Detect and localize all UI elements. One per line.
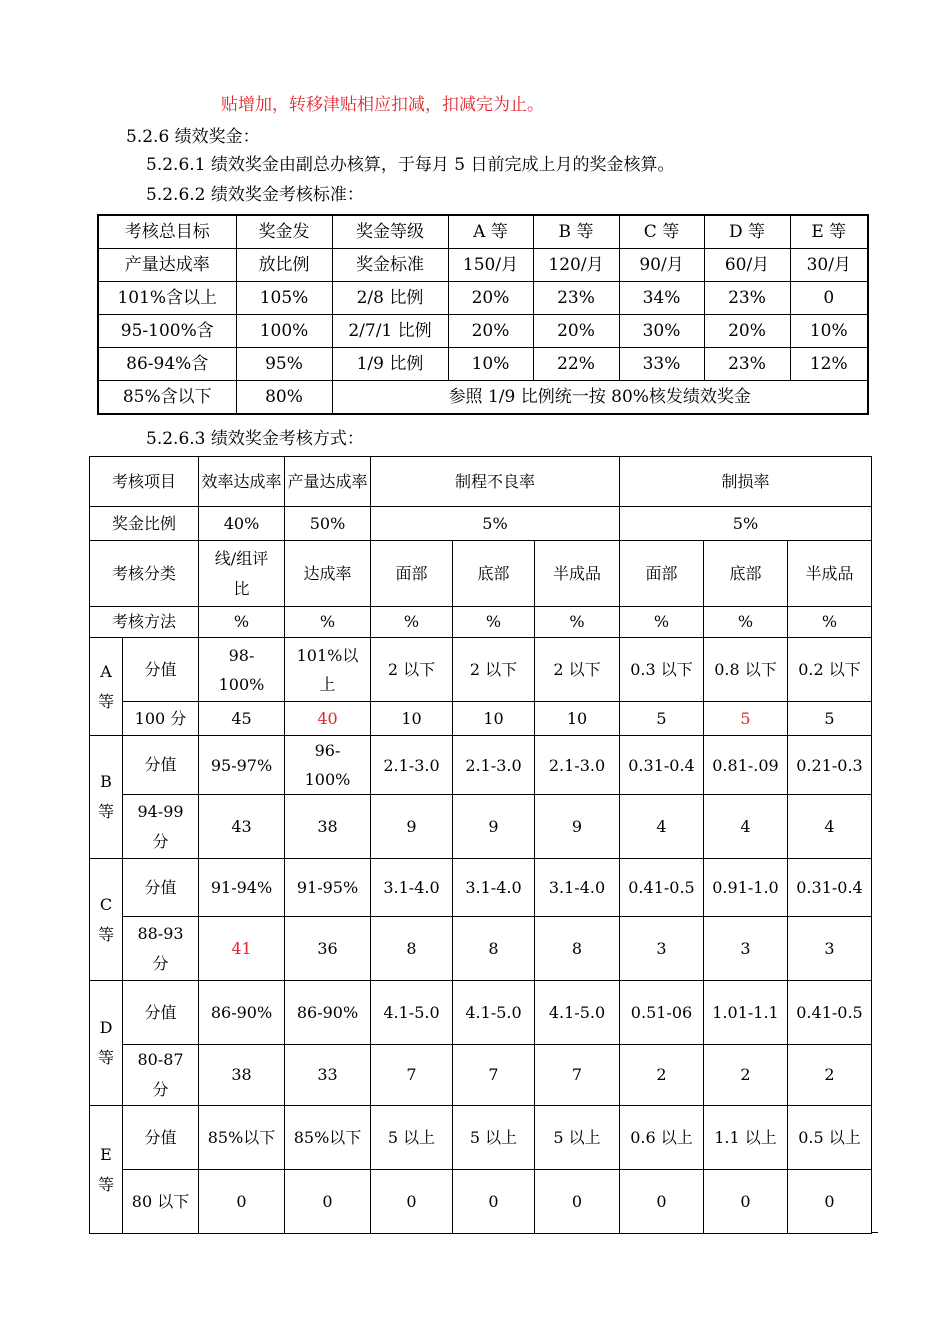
grade-d: D 等	[704, 215, 790, 249]
table-row	[90, 638, 872, 702]
table-row	[90, 981, 872, 1045]
range-val: 2.1-3.0	[371, 736, 453, 795]
score-val: 5	[788, 702, 872, 736]
section-5-2-6-3: 5.2.6.3 绩效奖金考核方式：	[146, 429, 364, 449]
category-eff: 线/组评比	[199, 541, 285, 607]
score-val: 4	[620, 795, 704, 859]
row-val: 23%	[704, 348, 790, 381]
range-label: 分值	[123, 1106, 199, 1170]
method-val: %	[199, 607, 285, 638]
range-val: 98-100%	[199, 638, 285, 702]
range-val: 0.3 以下	[620, 638, 704, 702]
row-val: 20%	[448, 315, 533, 348]
score-val: 33	[285, 1045, 371, 1106]
section-5-2-6-1: 5.2.6.1 绩效奖金由副总办核算，于每月 5 日前完成上月的奖金核算。	[146, 155, 675, 175]
category-part: 面部	[620, 541, 704, 607]
bonus-standard-table	[97, 214, 869, 415]
range-val: 4.1-5.0	[371, 981, 453, 1045]
table-row	[90, 457, 872, 507]
score-val: 9	[453, 795, 535, 859]
score-val: 8	[535, 917, 620, 981]
standard-a: 150/月	[448, 249, 533, 282]
score-val: 3	[620, 917, 704, 981]
score-val: 38	[285, 795, 371, 859]
row-ratio: 100%	[236, 315, 332, 348]
method-val: %	[704, 607, 788, 638]
method-val: %	[788, 607, 872, 638]
bonus-method-table	[89, 456, 872, 1234]
header-output: 产量达成率	[285, 457, 371, 507]
row-val: 20%	[704, 315, 790, 348]
row-split: 2/8 比例	[332, 282, 448, 315]
category-part: 底部	[704, 541, 788, 607]
score-val: 2	[788, 1045, 872, 1106]
range-label: 分值	[123, 981, 199, 1045]
range-val: 2.1-3.0	[535, 736, 620, 795]
range-val: 0.81-.09	[704, 736, 788, 795]
section-5-2-6-2: 5.2.6.2 绩效奖金考核标准：	[146, 185, 364, 205]
category-output: 达成率	[285, 541, 371, 607]
standard-e: 30/月	[790, 249, 868, 282]
grade-b: B 等	[533, 215, 619, 249]
range-label: 分值	[123, 859, 199, 917]
score-val: 3	[788, 917, 872, 981]
grade-label: D 等	[90, 981, 123, 1106]
grade-a: A 等	[448, 215, 533, 249]
score-val: 0	[535, 1170, 620, 1234]
range-val: 2 以下	[535, 638, 620, 702]
score-val: 9	[535, 795, 620, 859]
score-val: 38	[199, 1045, 285, 1106]
row-val: 0	[790, 282, 868, 315]
score-label: 94-99 分	[123, 795, 199, 859]
score-val: 8	[371, 917, 453, 981]
row-val: 10%	[448, 348, 533, 381]
range-val: 0.21-0.3	[788, 736, 872, 795]
table-row	[90, 736, 872, 795]
row-split: 2/7/1 比例	[332, 315, 448, 348]
table-row	[90, 507, 872, 541]
row-val: 30%	[619, 315, 704, 348]
bonus-loss: 5%	[620, 507, 872, 541]
score-val: 8	[453, 917, 535, 981]
range-val: 0.8 以下	[704, 638, 788, 702]
score-val: 2	[620, 1045, 704, 1106]
section-heading-5-2-6: 5.2.6 绩效奖金：	[126, 127, 260, 147]
row-val: 23%	[704, 282, 790, 315]
row-val: 34%	[619, 282, 704, 315]
range-val: 91-94%	[199, 859, 285, 917]
table-row	[90, 1106, 872, 1170]
row-note: 参照 1/9 比例统一按 80%核发绩效奖金	[332, 381, 868, 415]
score-val: 41	[199, 917, 285, 981]
table-row	[90, 702, 872, 736]
range-val: 5 以上	[535, 1106, 620, 1170]
score-val: 10	[535, 702, 620, 736]
score-val: 0	[788, 1170, 872, 1234]
score-val: 3	[704, 917, 788, 981]
score-val: 0	[704, 1170, 788, 1234]
grade-label: B 等	[90, 736, 123, 859]
page-edge-mark	[872, 1232, 878, 1233]
row-split: 1/9 比例	[332, 348, 448, 381]
score-val: 0	[285, 1170, 371, 1234]
score-val: 45	[199, 702, 285, 736]
method-val: %	[620, 607, 704, 638]
table-row	[90, 1045, 872, 1106]
table-row	[90, 541, 872, 607]
range-val: 1.1 以上	[704, 1106, 788, 1170]
table-row	[90, 607, 872, 638]
range-val: 3.1-4.0	[371, 859, 453, 917]
range-val: 5 以上	[371, 1106, 453, 1170]
bonus-output: 50%	[285, 507, 371, 541]
range-val: 96-100%	[285, 736, 371, 795]
header-target-2: 产量达成率	[98, 249, 236, 282]
range-val: 0.31-0.4	[620, 736, 704, 795]
method-val: %	[371, 607, 453, 638]
grade-c: C 等	[619, 215, 704, 249]
score-val: 7	[453, 1045, 535, 1106]
table-row	[98, 348, 868, 381]
range-val: 91-95%	[285, 859, 371, 917]
table-row	[98, 381, 868, 415]
grade-label: E 等	[90, 1106, 123, 1234]
range-val: 1.01-1.1	[704, 981, 788, 1045]
score-val: 10	[453, 702, 535, 736]
row-target: 95-100%含	[98, 315, 236, 348]
grade-e: E 等	[790, 215, 868, 249]
range-val: 0.5 以上	[788, 1106, 872, 1170]
bonus-defect: 5%	[371, 507, 620, 541]
score-val: 7	[371, 1045, 453, 1106]
grade-label: C 等	[90, 859, 123, 981]
score-val: 9	[371, 795, 453, 859]
score-val: 43	[199, 795, 285, 859]
method-val: %	[453, 607, 535, 638]
row-target: 85%含以下	[98, 381, 236, 415]
category-label: 考核分类	[90, 541, 199, 607]
score-label: 88-93 分	[123, 917, 199, 981]
standard-d: 60/月	[704, 249, 790, 282]
score-label: 80-87 分	[123, 1045, 199, 1106]
range-val: 86-90%	[199, 981, 285, 1045]
range-val: 0.51-06	[620, 981, 704, 1045]
score-val: 0	[371, 1170, 453, 1234]
range-val: 85%以下	[285, 1106, 371, 1170]
standard-c: 90/月	[619, 249, 704, 282]
header-item: 考核项目	[90, 457, 199, 507]
category-part: 半成品	[535, 541, 620, 607]
row-val: 22%	[533, 348, 619, 381]
score-val: 4	[788, 795, 872, 859]
range-val: 0.41-0.5	[788, 981, 872, 1045]
range-val: 4.1-5.0	[535, 981, 620, 1045]
range-val: 3.1-4.0	[453, 859, 535, 917]
score-val: 4	[704, 795, 788, 859]
score-val: 0	[453, 1170, 535, 1234]
header-loss: 制损率	[620, 457, 872, 507]
range-val: 2 以下	[371, 638, 453, 702]
range-val: 3.1-4.0	[535, 859, 620, 917]
bonus-label: 奖金比例	[90, 507, 199, 541]
method-val: %	[535, 607, 620, 638]
bonus-eff: 40%	[199, 507, 285, 541]
score-val: 40	[285, 702, 371, 736]
range-val: 4.1-5.0	[453, 981, 535, 1045]
intro-line: 贴增加，转移津贴相应扣减，扣减完为止。	[221, 95, 544, 115]
header-grade: 奖金等级	[332, 215, 448, 249]
score-label: 100 分	[123, 702, 199, 736]
row-val: 23%	[533, 282, 619, 315]
score-val: 0	[620, 1170, 704, 1234]
range-val: 5 以上	[453, 1106, 535, 1170]
header-efficiency: 效率达成率	[199, 457, 285, 507]
score-val: 7	[535, 1045, 620, 1106]
table-row	[98, 282, 868, 315]
range-val: 2 以下	[453, 638, 535, 702]
range-val: 101%以上	[285, 638, 371, 702]
row-ratio: 95%	[236, 348, 332, 381]
range-val: 0.6 以上	[620, 1106, 704, 1170]
score-label: 80 以下	[123, 1170, 199, 1234]
score-val: 10	[371, 702, 453, 736]
category-part: 面部	[371, 541, 453, 607]
range-val: 85%以下	[199, 1106, 285, 1170]
score-val: 2	[704, 1045, 788, 1106]
range-val: 0.31-0.4	[788, 859, 872, 917]
range-val: 0.2 以下	[788, 638, 872, 702]
table-row	[90, 795, 872, 859]
row-val: 33%	[619, 348, 704, 381]
score-val: 5	[704, 702, 788, 736]
range-val: 0.91-1.0	[704, 859, 788, 917]
row-target: 86-94%含	[98, 348, 236, 381]
row-ratio: 80%	[236, 381, 332, 415]
row-ratio: 105%	[236, 282, 332, 315]
header-defect: 制程不良率	[371, 457, 620, 507]
category-part: 底部	[453, 541, 535, 607]
header-ratio: 奖金发	[236, 215, 332, 249]
method-label: 考核方法	[90, 607, 199, 638]
score-val: 36	[285, 917, 371, 981]
range-val: 95-97%	[199, 736, 285, 795]
row-val: 10%	[790, 315, 868, 348]
table-row	[98, 315, 868, 348]
grade-label: A 等	[90, 638, 123, 736]
table-row	[90, 859, 872, 917]
header-target: 考核总目标	[98, 215, 236, 249]
table-row	[90, 1170, 872, 1234]
category-part: 半成品	[788, 541, 872, 607]
range-label: 分值	[123, 736, 199, 795]
header-standard: 奖金标准	[332, 249, 448, 282]
standard-b: 120/月	[533, 249, 619, 282]
range-val: 0.41-0.5	[620, 859, 704, 917]
range-val: 86-90%	[285, 981, 371, 1045]
row-val: 20%	[533, 315, 619, 348]
row-target: 101%含以上	[98, 282, 236, 315]
score-val: 5	[620, 702, 704, 736]
row-val: 12%	[790, 348, 868, 381]
range-label: 分值	[123, 638, 199, 702]
score-val: 0	[199, 1170, 285, 1234]
row-val: 20%	[448, 282, 533, 315]
method-val: %	[285, 607, 371, 638]
range-val: 2.1-3.0	[453, 736, 535, 795]
table-row	[90, 917, 872, 981]
header-ratio-2: 放比例	[236, 249, 332, 282]
